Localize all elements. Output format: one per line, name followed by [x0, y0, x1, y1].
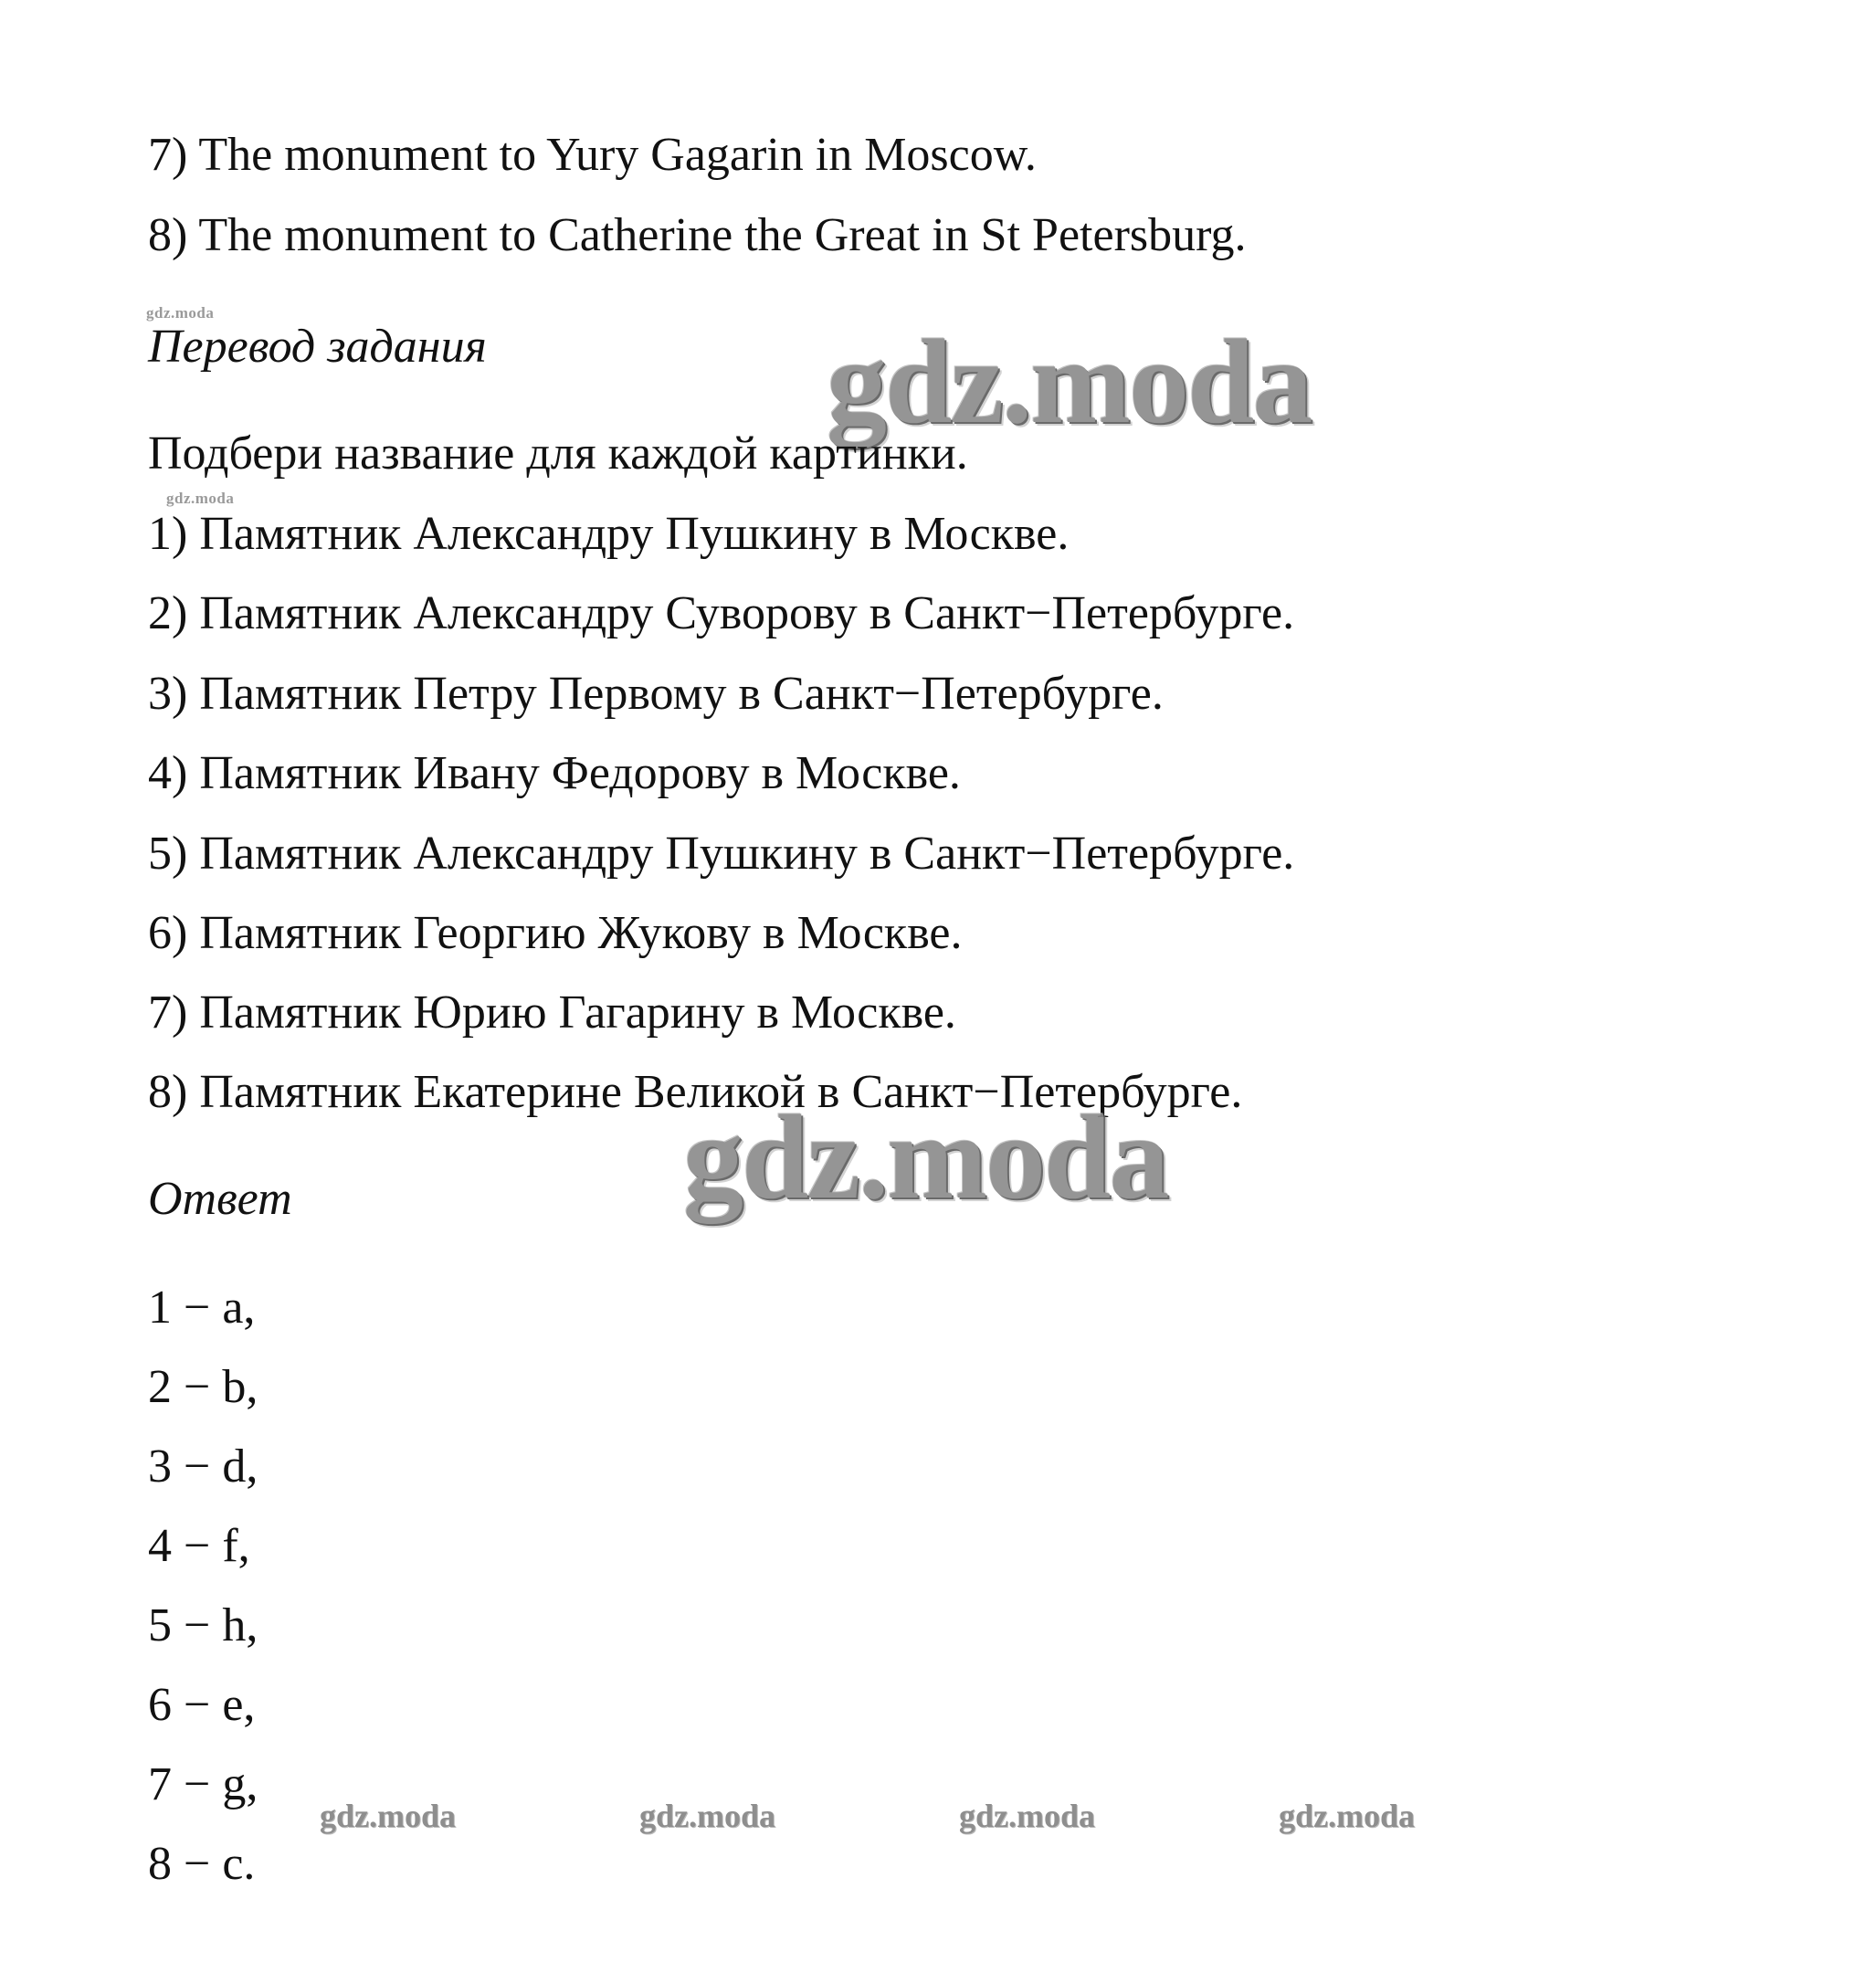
watermark-bottom-1: gdz.moda — [320, 1798, 457, 1834]
answer-item-6: 6 − e, — [148, 1679, 256, 1731]
answer-item-1: 1 − a, — [148, 1282, 256, 1334]
answer-heading: Ответ — [148, 1173, 292, 1225]
answer-item-4: 4 − f, — [148, 1520, 250, 1572]
translation-item-8: 8) Памятник Екатерине Великой в Санкт−Петербурге. — [148, 1066, 1243, 1118]
translation-item-7: 7) Памятник Юрию Гагарину в Москве. — [148, 986, 956, 1039]
watermark-large-2: gdz.moda — [683, 1090, 1168, 1224]
answer-item-2: 2 − b, — [148, 1361, 258, 1413]
translation-item-4: 4) Памятник Ивану Федорову в Москве. — [148, 747, 961, 799]
english-line-8: 8) The monument to Catherine the Great in St Petersburg. — [148, 209, 1247, 261]
translation-item-3: 3) Памятник Петру Первому в Санкт−Петербурге. — [148, 668, 1164, 720]
translation-item-5: 5) Памятник Александру Пушкину в Санкт−Петербурге. — [148, 828, 1295, 880]
translation-instruction: Подбери название для каждой картинки. — [148, 427, 968, 480]
english-line-7: 7) The monument to Yury Gagarin in Moscow. — [148, 129, 1037, 181]
translation-item-2: 2) Памятник Александру Суворову в Санкт−Петербурге. — [148, 587, 1295, 639]
watermark-bottom-3: gdz.moda — [959, 1798, 1096, 1834]
watermark-small-top: gdz.moda — [146, 304, 215, 322]
translation-item-1: 1) Памятник Александру Пушкину в Москве. — [148, 508, 1070, 560]
watermark-small-mid: gdz.moda — [166, 490, 235, 507]
watermark-large-1: gdz.moda — [827, 314, 1312, 448]
translation-heading: Перевод задания — [148, 321, 487, 373]
answer-item-7: 7 − g, — [148, 1758, 258, 1810]
watermark-bottom-4: gdz.moda — [1279, 1798, 1416, 1834]
answer-item-5: 5 − h, — [148, 1599, 258, 1651]
watermark-bottom-2: gdz.moda — [639, 1798, 776, 1834]
answer-item-3: 3 − d, — [148, 1440, 258, 1493]
answer-item-8: 8 − c. — [148, 1838, 256, 1890]
translation-item-6: 6) Памятник Георгию Жукову в Москве. — [148, 907, 963, 959]
